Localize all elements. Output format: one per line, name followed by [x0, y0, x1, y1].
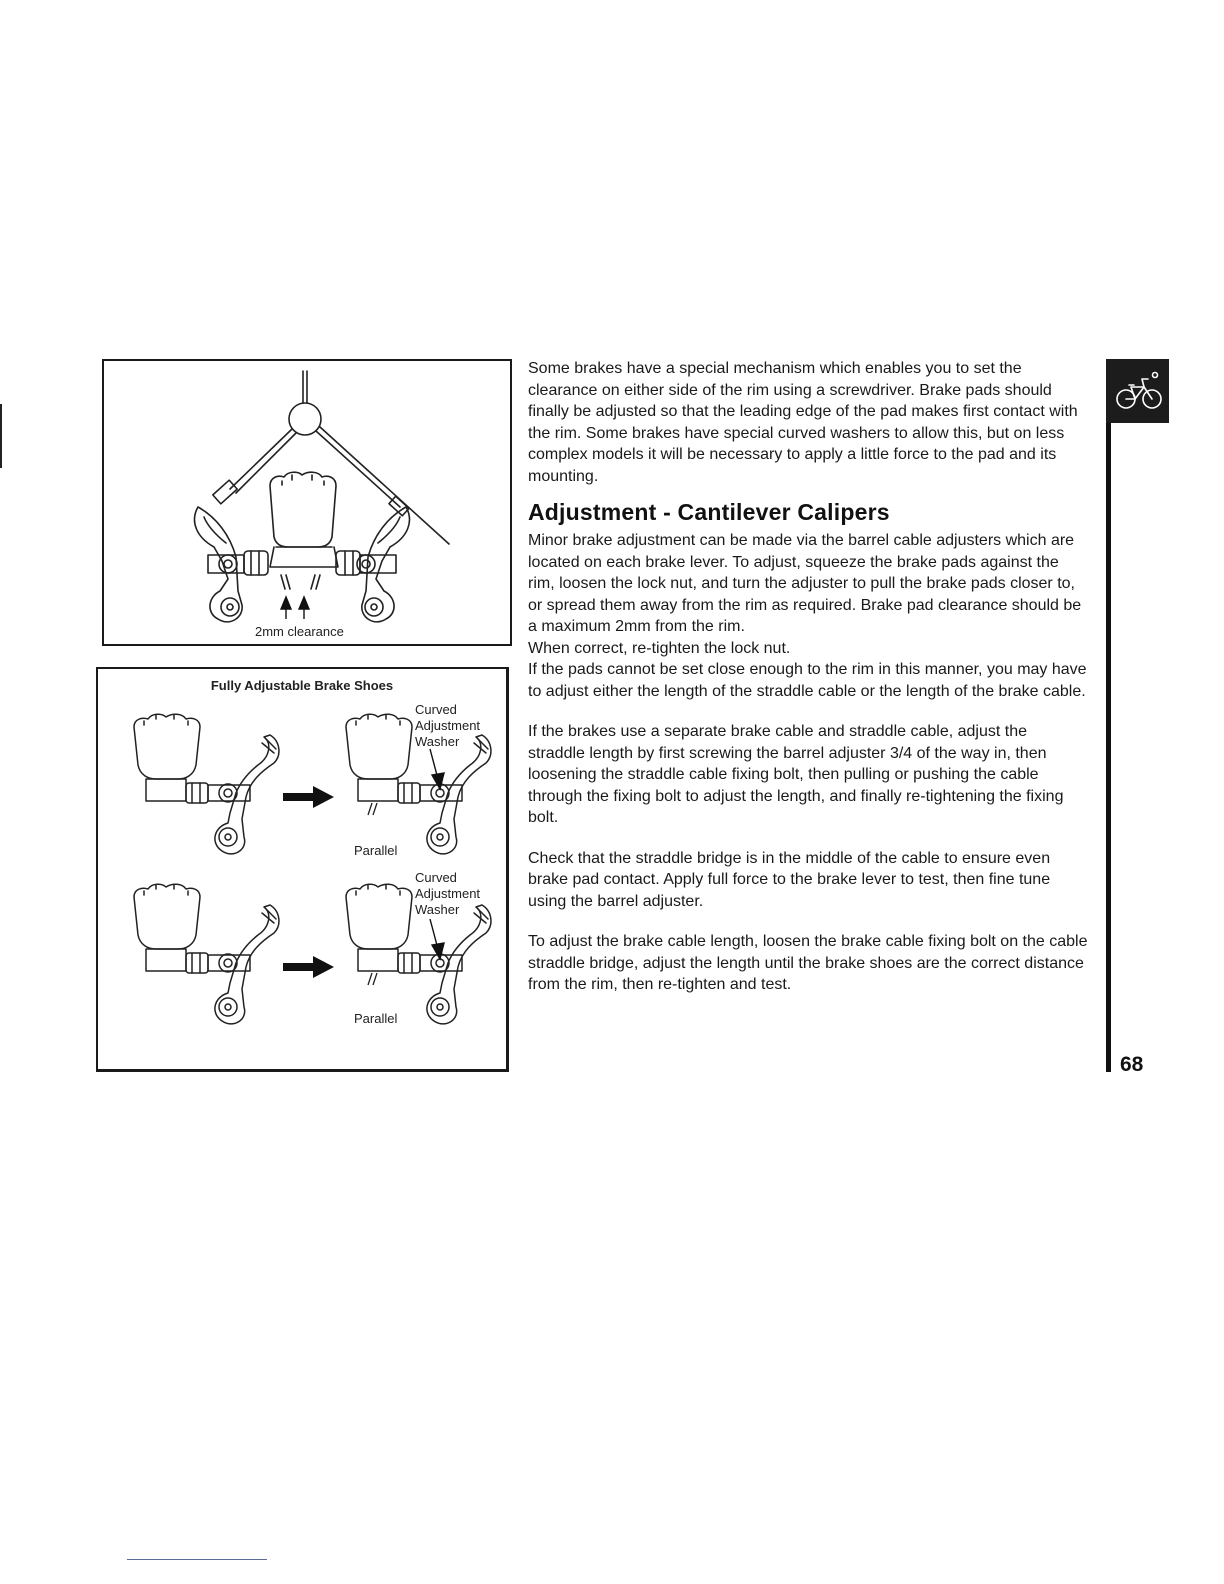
footer-rule	[127, 1559, 267, 1560]
adjustable-brake-shoes-figure	[96, 667, 509, 1072]
paragraph-cable-length: If the pads cannot be set close enough to the rim in this manner, you may have to adjust either the length of the straddle cable or the length of the brake cable.	[528, 661, 1087, 700]
paragraph-straddle-cable: If the brakes use a separate brake cable and straddle cable, adjust the straddle length by first screwing the barrel adjuster 3/4 of the way in, then loosening the straddle cable fixing bolt, then pulling or pushing the cable through the fixing bolt to adjust the length, and finally re-tightening the fixing bolt.	[528, 723, 1064, 826]
scan-edge-mark	[0, 404, 2, 468]
cantilever-brake-figure	[102, 359, 512, 646]
paragraph-straddle-bridge: Check that the straddle bridge is in the middle of the cable to ensure even brake pad contact. Apply full force to the brake lever to test, then fine tune using the barrel adjuster.	[528, 849, 1051, 910]
page-number: 68	[1120, 1053, 1144, 1076]
washer-label-row-1: Curved Adjustment Washer	[415, 702, 481, 749]
clearance-caption: 2mm clearance	[255, 624, 344, 639]
section-heading: Adjustment - Cantilever Calipers	[528, 499, 890, 525]
transition-arrow	[283, 786, 334, 808]
cantilever-brake-illustration	[104, 361, 510, 644]
bicycle-icon	[1106, 359, 1169, 423]
paragraph-retighten: When correct, re-tighten the lock nut.	[528, 639, 791, 657]
washer-label-row-2: Curved Adjustment Washer	[415, 870, 481, 917]
transition-arrow	[283, 956, 334, 978]
section-tab	[1106, 359, 1169, 423]
section-rule	[1106, 359, 1111, 1072]
figure-title: Fully Adjustable Brake Shoes	[210, 678, 394, 693]
paragraph-brake-cable: To adjust the brake cable length, loosen the brake cable fixing bolt on the cable straddle bridge, adjust the length until the brake shoes are the correct distance from the rim, then re-tighten and test.	[528, 933, 1088, 993]
parallel-label-row-2: Parallel	[354, 1011, 398, 1026]
body-text	[528, 358, 1088, 996]
paragraph-barrel-adjusters: Minor brake adjustment can be made via the barrel cable adjusters which are located on each brake lever. To adjust, squeeze the brake pads against the rim, loosen the lock nut, and turn the adjuster to pull the brake pads closer to, or spread them away from the rim as required. Brake pad clearance should be a maximum 2mm from the rim.	[528, 532, 1082, 635]
intro-paragraph: Some brakes have a special mechanism which enables you to set the clearance on either side of the rim using a screwdriver. Brake pads should finally be adjusted so that the leading edge of the pad makes first contact with the rim. Some brakes have special curved washers to allow this, but on less complex models it will be necessary to apply a little force to the pad and its mounting.	[528, 360, 1078, 485]
parallel-label-row-1: Parallel	[354, 843, 398, 858]
